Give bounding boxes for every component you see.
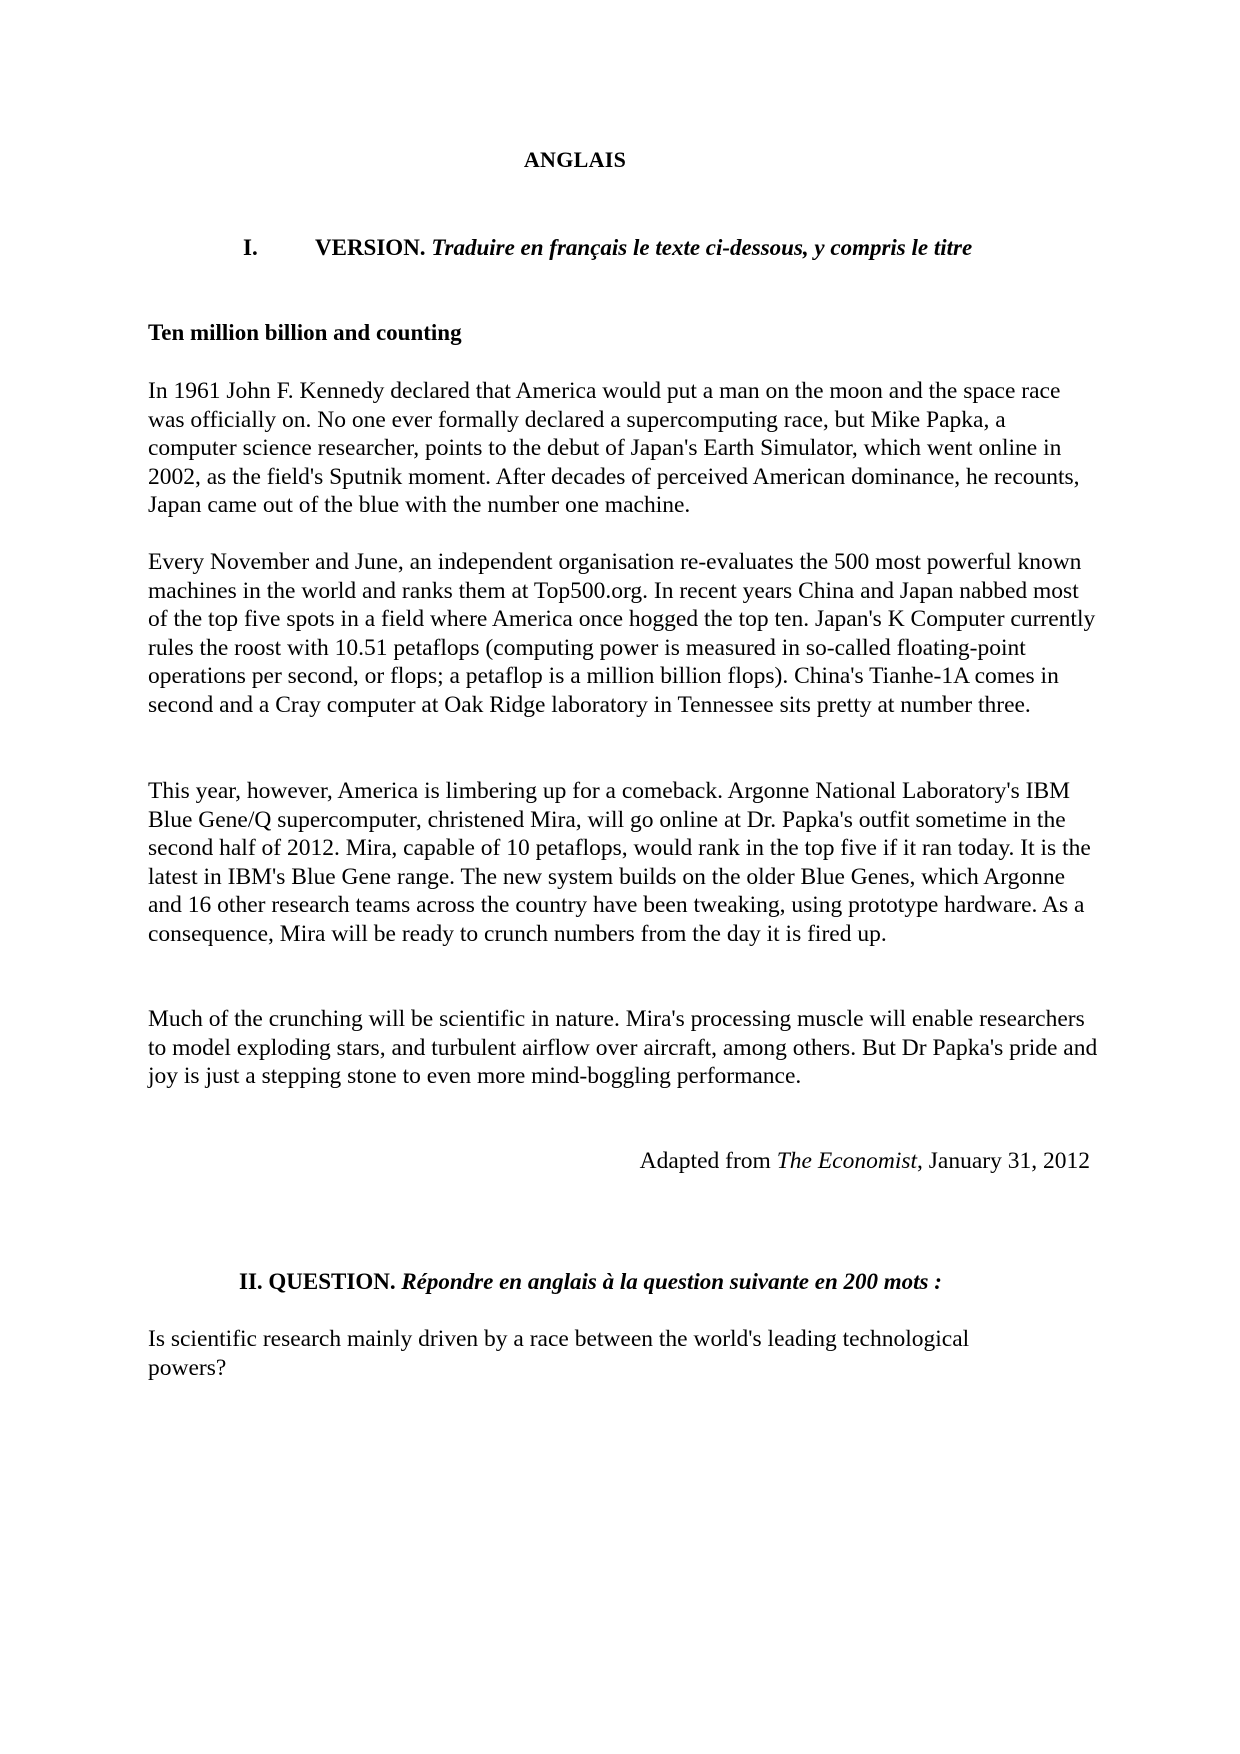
question-text: Is scientific research mainly driven by a race between the world's leading technological powers?	[148, 1326, 970, 1381]
question-section-heading	[239, 1269, 942, 1295]
version-section-heading	[243, 235, 972, 261]
article-paragraph-4: Much of the crunching will be scientific in nature. Mira's processing muscle will enable researchers to model exploding stars, and turbulent airflow over aircraft, among others. But Dr Papka's pride and joy is just a stepping stone to even more mind-boggling performance.	[148, 1006, 1098, 1090]
version-number: I.	[243, 235, 258, 260]
article-paragraph-1: In 1961 John F. Kennedy declared that America would put a man on the moon and the space race was officially on. No one ever formally declared a supercomputing race, but Mike Papka, a computer science researcher, points to the debut of Japan's Earth Simulator, which went online in 2002, as the field's Sputnik moment. After decades of perceived American dominance, he recounts, Japan came out of the blue with the number one machine.	[148, 378, 1080, 519]
question-label: II. QUESTION.	[239, 1269, 396, 1294]
page-title: ANGLAIS	[523, 147, 627, 172]
source-prefix: Adapted from	[639, 1148, 777, 1174]
article-source	[640, 1148, 1090, 1175]
article-paragraph-3: This year, however, America is limbering up for a comeback. Argonne National Laboratory's IBM Blue Gene/Q supercomputer, christened Mira, will go online at Dr. Papka's outfit sometime in the second half of 2012. Mira, capable of 10 petaflops, would rank in the top five if it ran today. It is the latest in IBM's Blue Gene range. The new system builds on the older Blue Genes, which Argonne and 16 other research teams across the country have been tweaking, using prototype hardware. As a consequence, Mira will be ready to crunch numbers from the day it is fired up.	[148, 778, 1091, 947]
source-publication: The Economist	[776, 1148, 918, 1174]
article-title: Ten million billion and counting	[148, 320, 462, 345]
version-instruction: Traduire en français le texte ci-dessous, y compris le titre	[431, 235, 973, 260]
question-instruction: Répondre en anglais à la question suivante en 200 mots :	[401, 1269, 942, 1294]
version-label: VERSION.	[315, 235, 426, 260]
article-paragraph-2: Every November and June, an independent organisation re-evaluates the 500 most powerful known machines in the world and ranks them at Top500.org. In recent years China and Japan nabbed most of the top five spots in a field where America once hogged the top ten. Japan's K Computer currently rules the roost with 10.51 petaflops (computing power is measured in so-called floating-point operations per second, or flops; a petaflop is a million billion flops). China's Tianhe-1A comes in second and a Cray computer at Oak Ridge laboratory in Tennessee sits pretty at number three.	[148, 549, 1096, 718]
source-date: , January 31, 2012	[917, 1148, 1090, 1174]
